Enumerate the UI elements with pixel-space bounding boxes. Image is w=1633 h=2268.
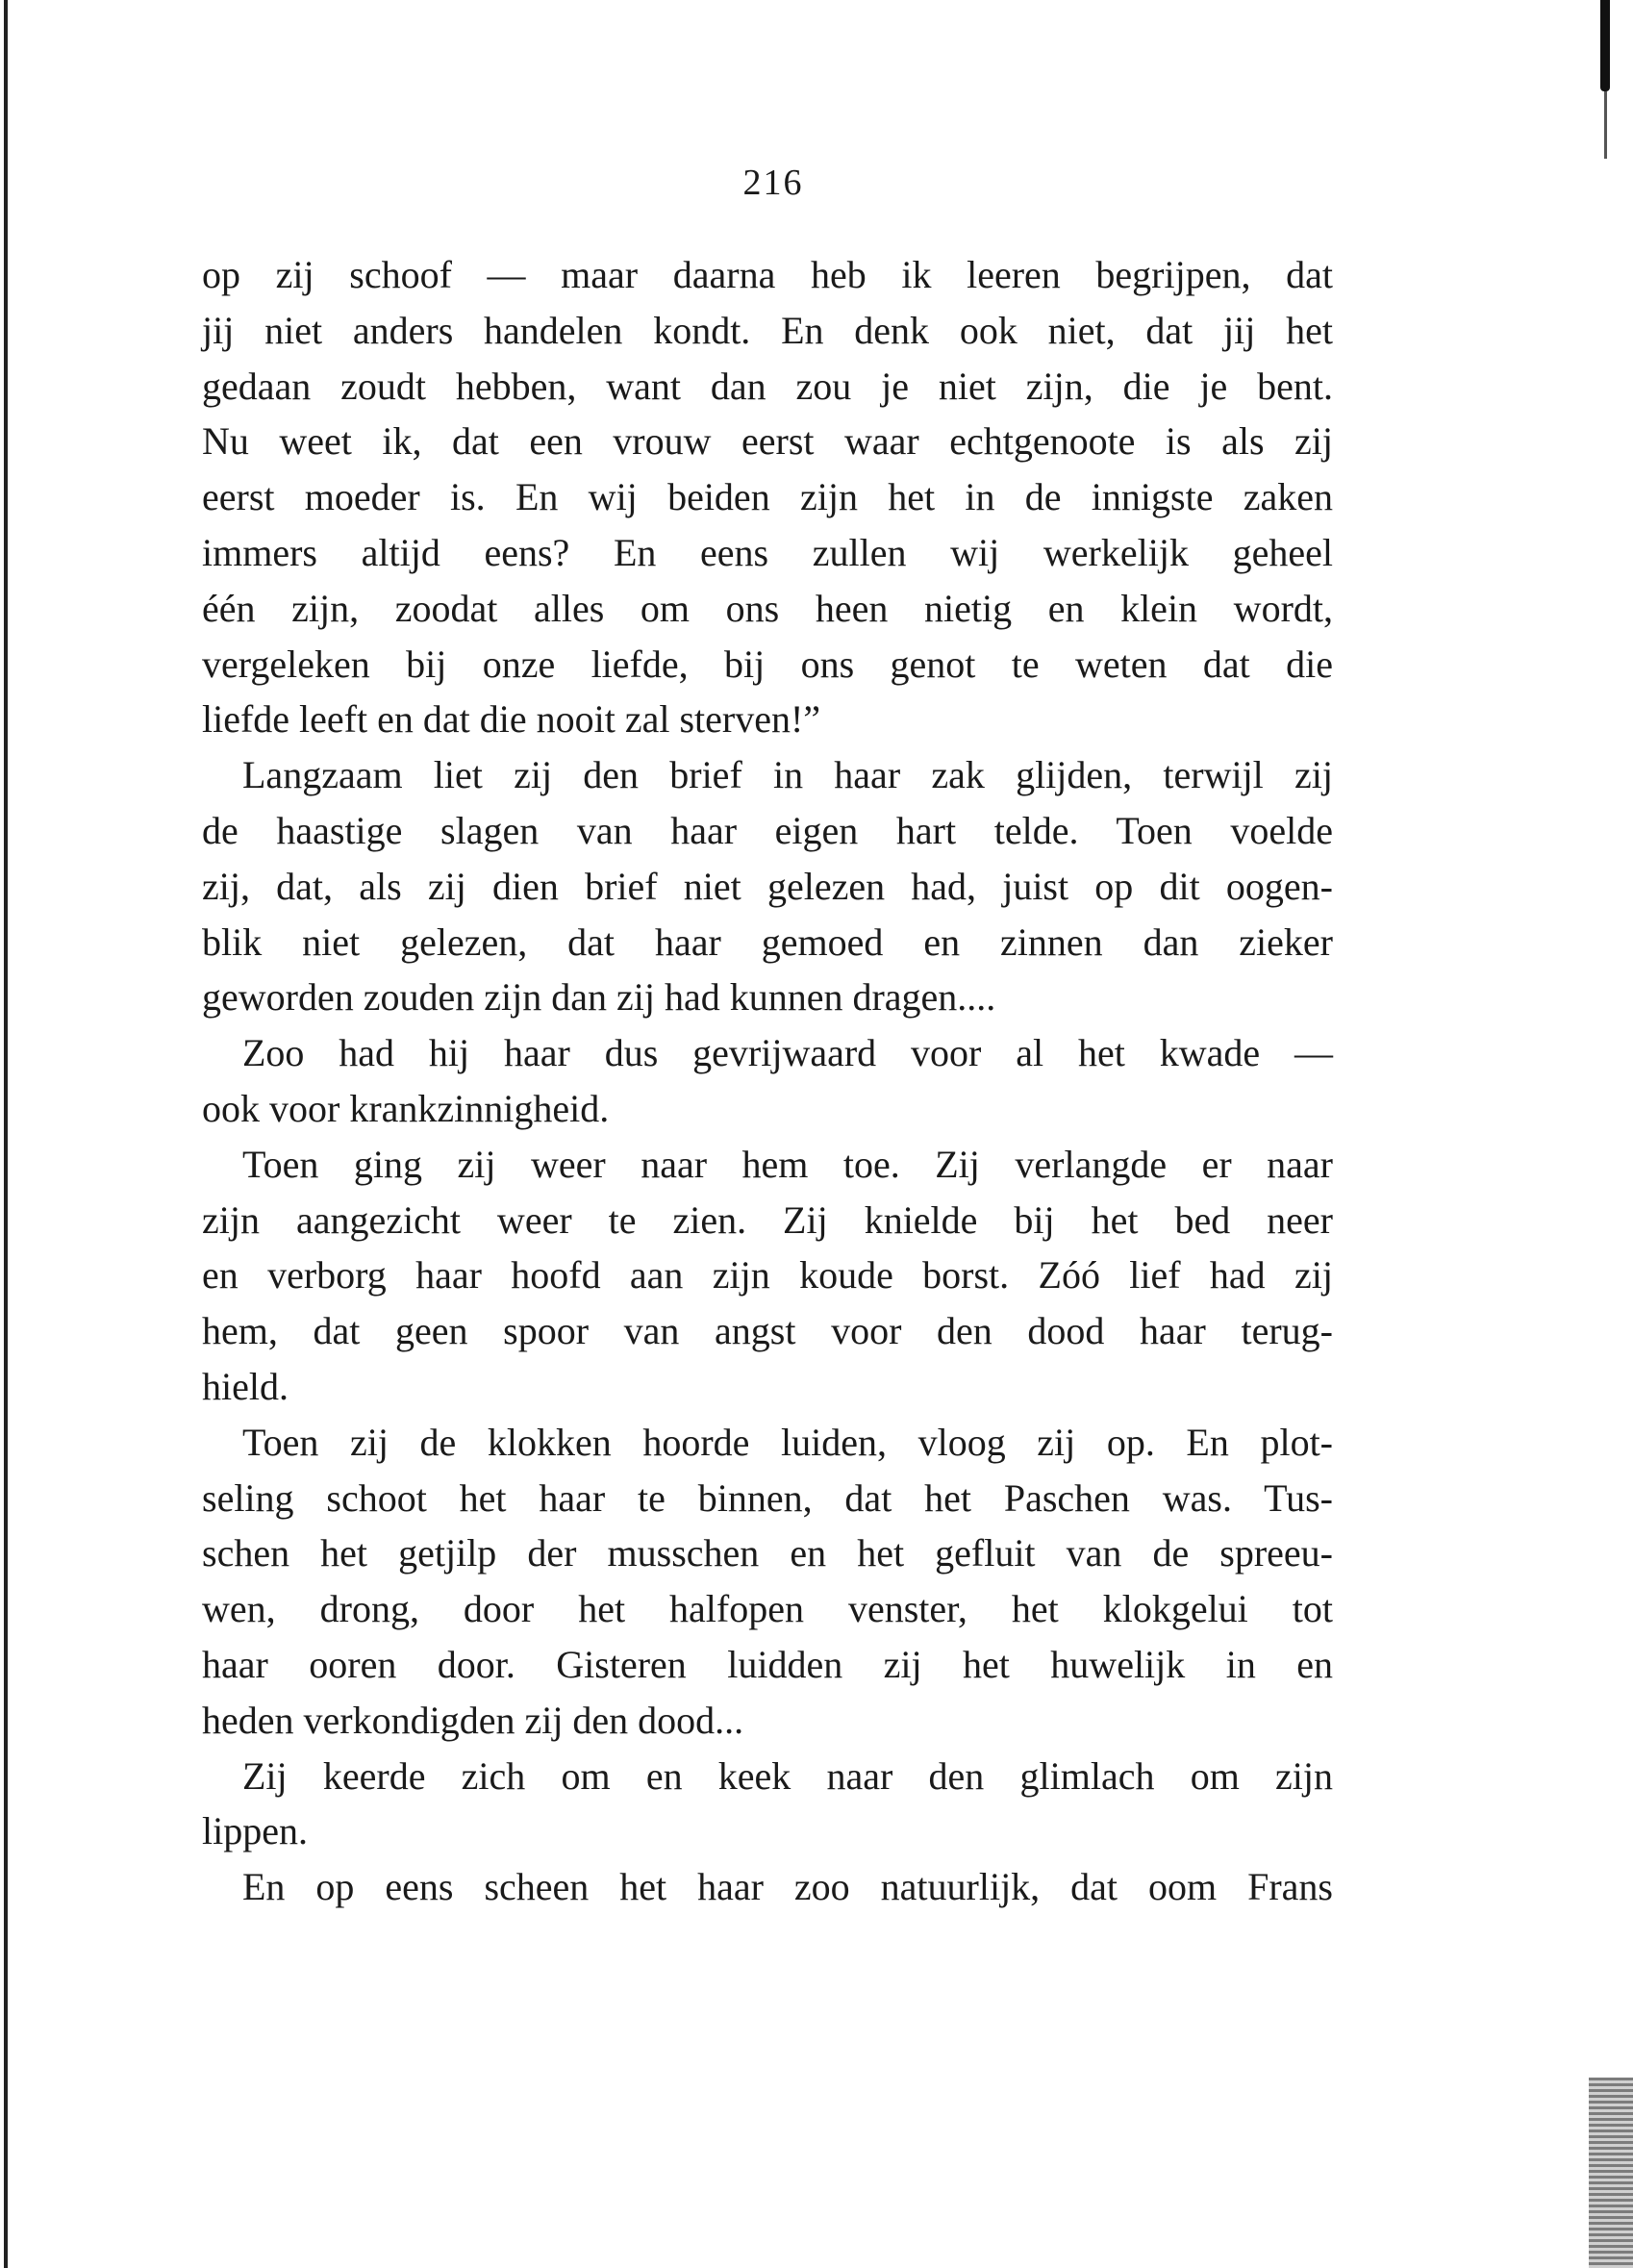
- text-line: de haastige slagen van haar eigen hart telde. Toen voelde: [202, 808, 1333, 852]
- text-line: eerst moeder is. En wij beiden zijn het in de innigste zaken: [202, 475, 1333, 519]
- text-line: één zijn, zoodat alles om ons heen nietig en klein wordt,: [202, 586, 1333, 630]
- scan-left-edge: [4, 0, 8, 2268]
- text-line: ook voor krankzinnigheid.: [202, 1086, 610, 1130]
- text-line: seling schoot het haar te binnen, dat het Paschen was. Tus-: [202, 1475, 1333, 1520]
- text-line: en verborg haar hoofd aan zijn koude borst. Zóó lief had zij: [202, 1253, 1333, 1298]
- text-line: wen, drong, door het halfopen venster, het klokgelui tot: [202, 1587, 1333, 1631]
- text-line: schen het getjilp der musschen en het gefluit van de spreeu-: [202, 1531, 1333, 1575]
- text-line: Langzaam liet zij den brief in haar zak glijden, terwijl zij: [242, 753, 1333, 797]
- text-line: zijn aangezicht weer te zien. Zij knielde bij het bed neer: [202, 1197, 1333, 1242]
- scan-right-edge-mark: [1604, 91, 1607, 159]
- text-line: op zij schoof — maar daarna heb ik leeren begrijpen, dat: [202, 253, 1333, 296]
- text-line: gedaan zoudt hebben, want dan zou je niet zijn, die je bent.: [202, 364, 1333, 408]
- text-line: Zij keerde zich om en keek naar den glimlach om zijn: [242, 1753, 1333, 1798]
- text-line: liefde leeft en dat die nooit zal sterven!”: [202, 697, 821, 742]
- text-line: blik niet gelezen, dat haar gemoed en zinnen dan zieker: [202, 920, 1333, 964]
- text-line: jij niet anders handelen kondt. En denk ook niet, dat jij het: [202, 308, 1333, 352]
- text-line: Toen ging zij weer naar hem toe. Zij verlangde er naar: [242, 1142, 1333, 1186]
- body-text: [202, 247, 1333, 1915]
- text-line: immers altijd eens? En eens zullen wij werkelijk geheel: [202, 530, 1333, 574]
- text-line: hield.: [202, 1364, 289, 1408]
- text-line: geworden zouden zijn dan zij had kunnen dragen....: [202, 975, 996, 1020]
- text-line: hem, dat geen spoor van angst voor den dood haar terug-: [202, 1309, 1333, 1353]
- text-line: haar ooren door. Gisteren luidden zij het huwelijk in en: [202, 1642, 1333, 1686]
- text-line: lippen.: [202, 1809, 308, 1853]
- scan-right-edge-shadow: [1589, 2078, 1633, 2268]
- text-line: heden verkondigden zij den dood...: [202, 1698, 744, 1742]
- page-number: 216: [742, 163, 804, 203]
- text-line: zij, dat, als zij dien brief niet gelezen had, juist op dit oogen-: [202, 864, 1333, 908]
- text-line: En op eens scheen het haar zoo natuurlijk, dat oom Frans: [242, 1865, 1333, 1909]
- scan-right-edge-mark: [1600, 0, 1610, 91]
- text-line: Nu weet ik, dat een vrouw eerst waar echtgenoote is als zij: [202, 419, 1333, 464]
- text-line: vergeleken bij onze liefde, bij ons genot te weten dat die: [202, 642, 1333, 686]
- text-line: Zoo had hij haar dus gevrijwaard voor al het kwade —: [242, 1031, 1333, 1075]
- text-line: Toen zij de klokken hoorde luiden, vloog zij op. En plot-: [242, 1420, 1333, 1464]
